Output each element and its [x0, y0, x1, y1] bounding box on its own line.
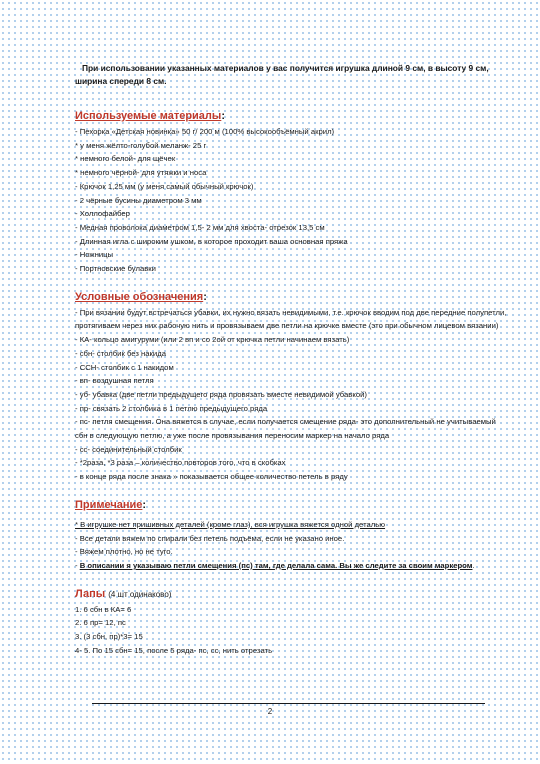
materials-item: - Пехорка «Детская новинка» 50 г/ 200 м (100% высокообъёмный акрил) — [75, 127, 335, 136]
materials-item: - Крючок 1,25 мм (у меня самый обычный крючок) — [75, 181, 254, 191]
intro-paragraph: При использовании указанных материалов у вас получится игрушка длиной 9 см, в высоту 9 см, ширина спереди 8 см. — [75, 63, 489, 86]
legend-item: - вп- воздушная петля — [75, 376, 154, 386]
legend-item: - ССН- столбик с 1 накидом — [75, 362, 174, 372]
materials-item: - Ножницы — [75, 250, 114, 260]
note-section — [75, 498, 507, 573]
note-line: * В игрушке нет пришивных деталей (кроме глаз), вся игрушка вяжется одной деталью — [75, 519, 386, 529]
materials-item: * немного белой- для щёчек — [75, 154, 176, 164]
legend-item: - КА- кольцо амигуруми (или 2 вп и со 2ой от крючка петли начинаем вязать) — [75, 335, 350, 345]
paws-row: 1. 6 сбн в КА= 6 — [75, 604, 132, 614]
materials-item: - 2 чёрные бусины диаметром 3 мм — [75, 195, 202, 205]
paws-heading: Лапы (4 шт одинаково) — [75, 587, 172, 600]
materials-item: - Медная проволока диаметром 1,5- 2 мм для хвоста- отрезок 13,5 см — [75, 222, 325, 232]
materials-heading: Используемые материалы: — [75, 110, 225, 122]
note-heading: Примечание: — [75, 498, 147, 511]
materials-item: - Длинная игла с широким ушком, в которое проходит ваша основная пряжа — [75, 236, 348, 246]
paws-row: 4- 5. По 15 сбн= 15, после 5 ряда- пс, сс, нить отрезать — [75, 645, 273, 655]
page-number: 2 — [267, 707, 273, 716]
materials-item: * у меня жёлто-голубой меланж- 25 г — [75, 140, 207, 150]
legend-item: - сбн- столбик без накида — [75, 348, 166, 358]
legend-heading: Условные обозначения: — [75, 290, 207, 303]
legend-item: - в конце ряда после знака » показывается общее количество петель в ряду — [75, 472, 348, 482]
materials-item: - Портновские булавки — [75, 264, 156, 274]
legend-item: - уб- убавка (две петли предыдущего ряда провязать вместе невидимой убавкой) — [75, 389, 367, 399]
note-line: - Вяжем плотно, но не туго. — [75, 547, 173, 557]
legend-item: - пр- связать 2 столбика в 1 петлю предыдущего ряда — [75, 403, 268, 413]
paws-section — [75, 587, 507, 658]
legend-section — [75, 290, 507, 484]
legend-item: - При вязании будут встречаться убавки, их нужно вязать невидимыми, т.е. крючок вводим под две передние полупетли, протягиваем через них рабочую нить и провязываем две петли на крючке вместе (это при обычном лицевом вязании) — [75, 307, 507, 331]
footer-divider — [92, 703, 485, 704]
materials-item: - Холлофайбер — [75, 209, 130, 219]
paws-row: 2. 6 пр= 12, пс — [75, 618, 126, 628]
legend-item: - сс- соединительный столбик — [75, 444, 182, 454]
materials-item: * немного чёрной- для утяжки и носа — [75, 168, 207, 178]
legend-item: - *2раза, *3 раза – количество повторов того, что в скобках — [75, 458, 286, 468]
materials-section — [75, 109, 507, 276]
note-line: - Все детали вяжем по спирали без петель подъёма, если не указано иное. — [75, 533, 345, 543]
paws-row: 3. (3 сбн, пр)*3= 15 — [75, 632, 143, 642]
legend-item: - пс- петля смещения. Она вяжется в случае, если получается смещение ряда- это дополнительный не учитываемый сбн в следующую петлю, а уже после провязывания переносим маркер на начало ряда — [75, 417, 496, 441]
document-page — [75, 62, 507, 658]
note-line-bold: - В описании я указываю петли смещения (пс) там, где делала сама. Вы же следите за своим маркером. — [75, 560, 475, 570]
